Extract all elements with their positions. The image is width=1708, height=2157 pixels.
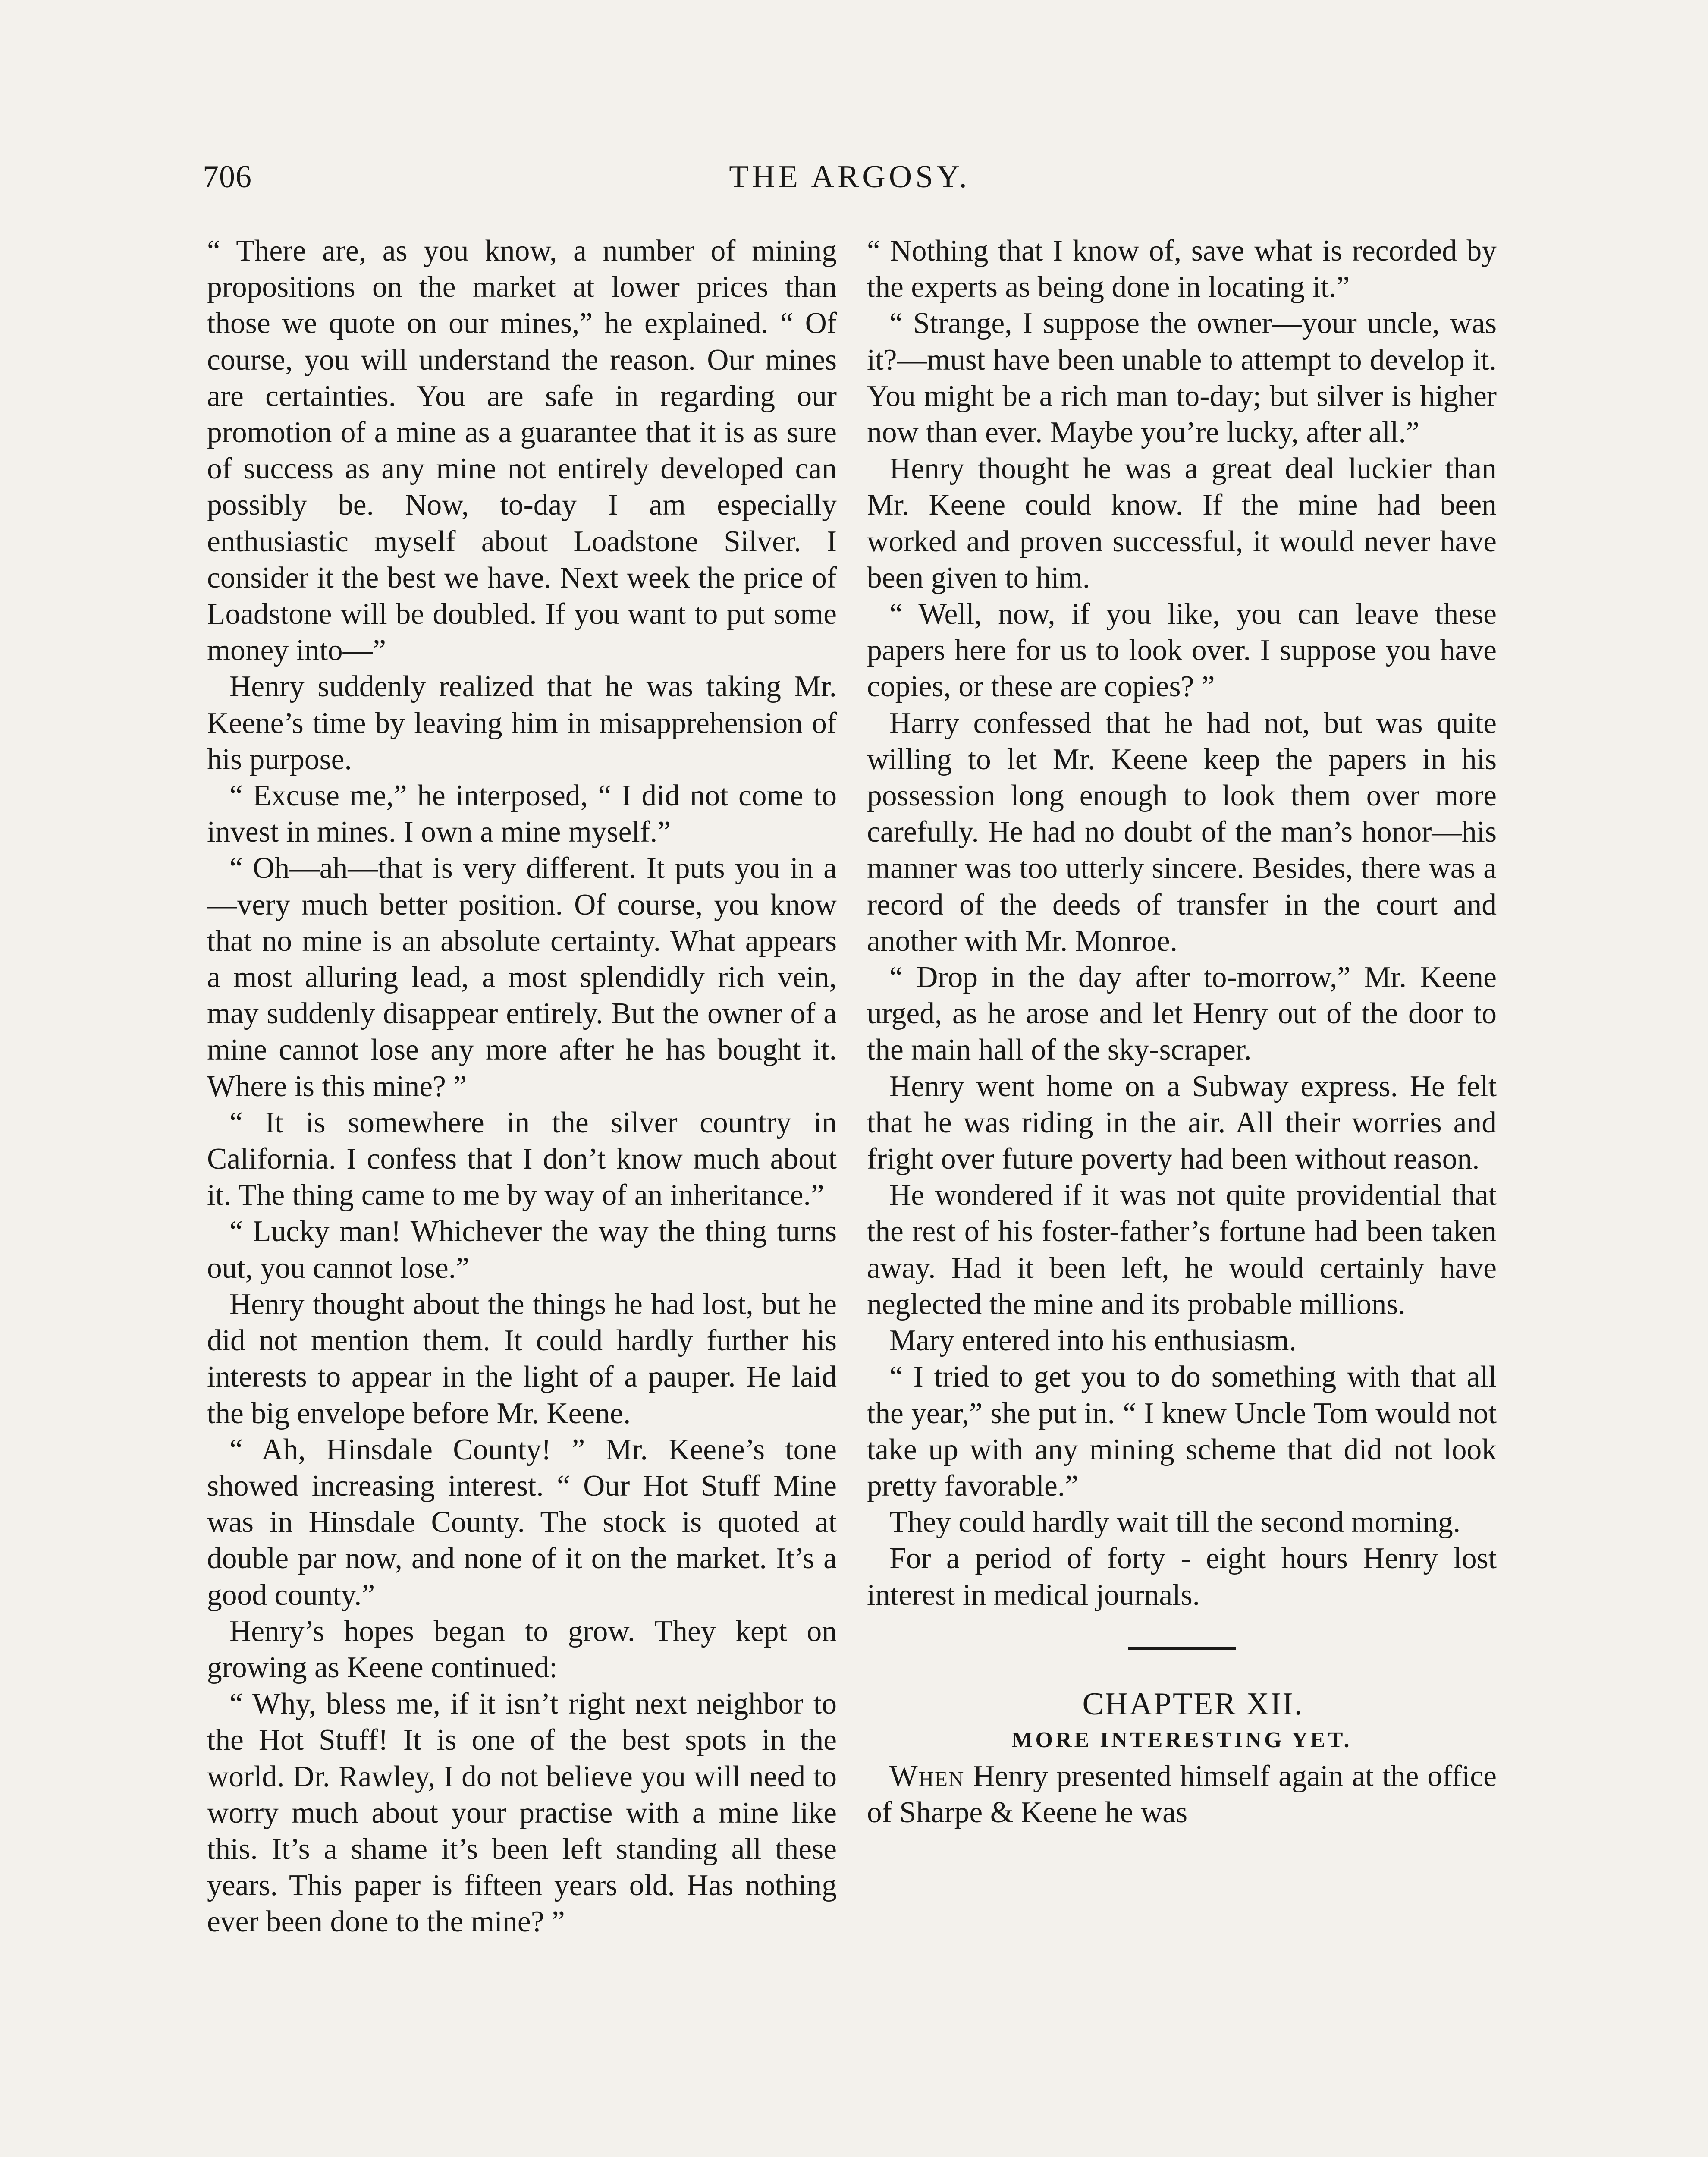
- paragraph: “ Well, now, if you like, you can leave these papers here for us to look over. I suppose you have copies, or these are copies? ”: [867, 597, 1497, 704]
- paragraph: “ I tried to get you to do something with that all the year,” she put in. “ I knew Uncle Tom would not take up with any mining scheme that did not look pretty favorable.”: [867, 1360, 1497, 1503]
- chapter-divider: [1128, 1647, 1236, 1650]
- paragraph: Henry went home on a Subway express. He felt that he was riding in the air. All their worries and fright over future poverty had been without reason.: [867, 1069, 1497, 1176]
- paragraph: Henry thought about the things he had lost, but he did not mention them. It could hardly further his interests to appear in the light of a pauper. He laid the big envelope before Mr. Keene.: [207, 1287, 837, 1430]
- running-title: THE ARGOSY.: [729, 159, 970, 195]
- paragraph: “ Drop in the day after to-morrow,” Mr. Keene urged, as he arose and let Henry out of the door to the main hall of the sky-scraper.: [867, 961, 1497, 1067]
- paragraph: They could hardly wait till the second morning.: [889, 1506, 1461, 1539]
- paragraph: “ Why, bless me, if it isn’t right next neighbor to the Hot Stuff! It is one of the best spots in the world. Dr. Rawley, I do not believe you will need to worry much about your practise with a mine like this. It’s a shame it’s been left standing all these years. This paper is fifteen years old. Has nothing ever been done to the mine? ”: [207, 1687, 837, 1939]
- opening-text: Henry presented himself again at the office of Sharpe & Keene he was: [867, 1760, 1497, 1830]
- paragraph: “ There are, as you know, a number of mining propositions on the market at lower prices than those we quote on our mines,” he explained. “ Of course, you will understand the reason. Our mines are certainties. You are safe in regarding our promotion of a mine as a guarantee that it is as sure of success as any mine not entirely developed can possibly be. Now, to-day I am especially enthusiastic myself about Loadstone Silver. I consider it the best we have. Next week the price of Loadstone will be doubled. If you want to put some money into—”: [207, 234, 837, 667]
- paragraph: “ Ah, Hinsdale County! ” Mr. Keene’s tone showed increasing interest. “ Our Hot Stuff Mine was in Hinsdale County. The stock is quoted at double par now, and none of it on the market. It’s a good county.”: [207, 1433, 837, 1612]
- right-column: [867, 233, 1497, 1831]
- chapter-title: CHAPTER XII.: [1082, 1686, 1304, 1722]
- paragraph: He wondered if it was not quite providential that the rest of his foster-father’s fortune had been taken away. Had it been left, he would certainly have neglected the mine and its probable millions.: [867, 1179, 1497, 1321]
- paragraph: Henry suddenly realized that he was taking Mr. Keene’s time by leaving him in misapprehension of his purpose.: [207, 670, 837, 776]
- paragraph: “ Nothing that I know of, save what is recorded by the experts as being done in locating it.”: [867, 234, 1497, 304]
- opening-word: When: [889, 1760, 965, 1793]
- paragraph: “ Excuse me,” he interposed, “ I did not come to invest in mines. I own a mine myself.”: [207, 779, 837, 849]
- chapter-opening-paragraph: [867, 1758, 1497, 1831]
- page-header: [203, 159, 1497, 206]
- paragraph: Henry’s hopes began to grow. They kept on growing as Keene continued:: [207, 1614, 837, 1684]
- paragraph: Henry thought he was a great deal luckier than Mr. Keene could know. If the mine had been worked and proven successful, it would never have been given to him.: [867, 452, 1497, 594]
- paragraph: Harry confessed that he had not, but was quite willing to let Mr. Keene keep the papers in his possession long enough to look them over more carefully. He had no doubt of the man’s honor—his manner was too utterly sincere. Besides, there was a record of the deeds of transfer in the court and another with Mr. Monroe.: [867, 706, 1497, 958]
- page-number: 706: [203, 159, 252, 195]
- chapter-subtitle: MORE INTERESTING YET.: [1011, 1727, 1352, 1752]
- paragraph: For a period of forty - eight hours Henry lost interest in medical journals.: [867, 1542, 1497, 1612]
- paragraph: “ It is somewhere in the silver country in California. I confess that I don’t know much about it. The thing came to me by way of an inheritance.”: [207, 1106, 837, 1212]
- paragraph: Mary entered into his enthusiasm.: [889, 1324, 1297, 1358]
- paragraph: “ Lucky man! Whichever the way the thing turns out, you cannot lose.”: [207, 1215, 837, 1285]
- paragraph: “ Oh—ah—that is very different. It puts you in a—very much better position. Of course, you know that no mine is an absolute certainty. What appears a most alluring lead, a most splendidly rich vein, may suddenly disappear entirely. But the owner of a mine cannot lose any more after he has bought it. Where is this mine? ”: [207, 852, 837, 1103]
- paragraph: “ Strange, I suppose the owner—your uncle, was it?—must have been unable to attempt to develop it. You might be a rich man to-day; but silver is higher now than ever. Maybe you’re lucky, after all.”: [867, 307, 1497, 450]
- left-column: [207, 233, 837, 1940]
